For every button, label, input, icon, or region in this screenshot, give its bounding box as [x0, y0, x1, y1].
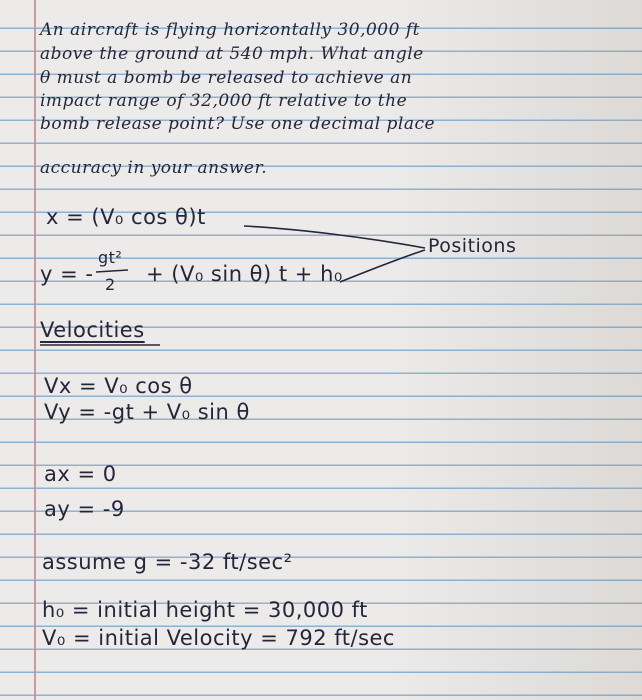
problem-line-4: impact range of 32,000 ft relative to the: [40, 91, 408, 111]
y-position-lhs: y = -: [40, 262, 94, 286]
positions-label: Positions: [428, 235, 517, 257]
v0-definition: V₀ = initial Velocity = 792 ft/sec: [42, 626, 395, 650]
h0-definition: h₀ = initial height = 30,000 ft: [42, 598, 368, 622]
ay-equation: ay = -9: [44, 497, 125, 521]
positions-upper-bracket-line: [244, 226, 425, 248]
velocities-heading: Velocities: [40, 318, 145, 342]
positions-lower-bracket-line: [340, 250, 425, 282]
fraction-bar: [96, 270, 128, 272]
problem-line-2: above the ground at 540 mph. What angle: [40, 44, 424, 64]
vy-equation: Vy = -gt + V₀ sin θ: [44, 400, 250, 424]
vx-equation: Vx = V₀ cos θ: [44, 374, 193, 398]
y-fraction-numerator: gt²: [98, 248, 123, 267]
problem-line-6: accuracy in your answer.: [40, 158, 268, 178]
ax-equation: ax = 0: [44, 462, 117, 486]
problem-line-1: An aircraft is flying horizontally 30,000 ft: [40, 20, 420, 40]
x-position-equation: x = (V₀ cos θ)t: [46, 205, 206, 229]
gravity-assumption: assume g = -32 ft/sec²: [42, 550, 293, 574]
problem-line-3: θ must a bomb be released to achieve an: [40, 68, 413, 88]
y-fraction-denominator: 2: [105, 275, 116, 294]
problem-line-5: bomb release point? Use one decimal place: [40, 114, 436, 134]
y-position-rest: + (V₀ sin θ) t + h₀: [146, 262, 343, 286]
